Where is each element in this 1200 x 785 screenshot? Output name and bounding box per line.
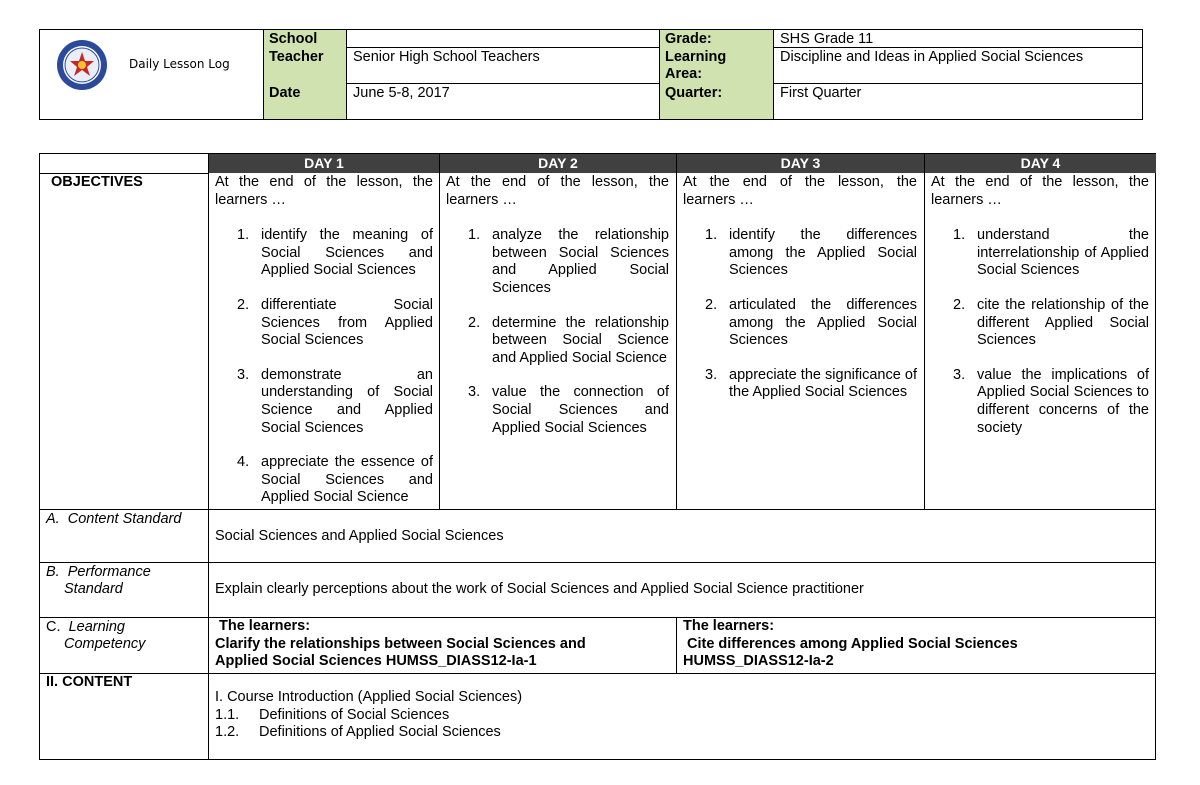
objective-text: identify the differences among the Applied Social Sciences (729, 227, 917, 279)
deped-seal-icon (56, 39, 108, 91)
objective-text: articulated the differences among the Applied Social Sciences (729, 296, 917, 349)
objective-number: 4. (237, 454, 250, 471)
objective-text: analyze the relationship between Social Sciences and Applied Social Sciences (492, 227, 669, 296)
performance-standard-label: B. Performance Standard (46, 564, 151, 597)
objective-text: cite the relationship of the different Applied Social Sciences (977, 296, 1149, 349)
day1-header: DAY 1 (209, 154, 439, 173)
objective-number: 3. (705, 366, 718, 383)
teacher-value: Senior High School Teachers (353, 49, 540, 65)
objective-text: understand the interrelationship of Applied Social Sciences (977, 227, 1149, 279)
objective-item (215, 454, 433, 507)
grade-label: Grade: (665, 31, 712, 47)
content-item-number: 1.2. (215, 724, 240, 741)
objective-text: appreciate the significance of the Applied Social Sciences (729, 366, 917, 401)
learning-competency-label: C. Learning Competency (46, 619, 146, 652)
quarter-label: Quarter: (665, 85, 723, 101)
objective-number: 1. (468, 227, 481, 244)
lesson-log-table (39, 153, 1156, 760)
quarter-value: First Quarter (780, 85, 862, 101)
day3-objectives: At the end of the lesson, the learners … 1. identify the differences among the Applied Social Sciences 2. articulated the differences among the Applied Social Sciences 3. appreciate the significance of the Applied Social Sciences (683, 174, 917, 401)
school-value (348, 30, 358, 32)
objective-item (215, 227, 433, 280)
objectives-label: OBJECTIVES (51, 174, 143, 190)
grade-value: SHS Grade 11 (780, 31, 874, 47)
objective-number: 2. (237, 296, 250, 313)
learning-area-label-line1: Learning (665, 49, 727, 65)
school-label: School (269, 31, 318, 47)
objective-number: 2. (953, 296, 966, 313)
day3-objective-list (683, 227, 917, 402)
objective-number: 2. (705, 296, 718, 313)
day2-objectives: At the end of the lesson, the learners … 1. analyze the relationship between Social Sciences and Applied Social Sciences 2. determine the relationship between Social Science and Applied Social Science 3. value the connection of Social Sciences and Applied Social Sciences (446, 174, 669, 436)
objective-item (446, 384, 669, 437)
objective-item (446, 227, 669, 297)
day4-objective-list (931, 227, 1149, 437)
objective-number: 1. (237, 227, 250, 244)
competency-left: The learners: Clarify the relationships between Social Sciences and Applied Social Sciences HUMSS_DIASS12-Ia-1 (215, 618, 586, 670)
teacher-label: Teacher (269, 49, 324, 65)
learning-area-label-line2: Area: (665, 66, 703, 82)
day2-objective-list (446, 227, 669, 437)
objective-text: identify the meaning of Social Sciences and Applied Social Sciences (261, 227, 433, 279)
day2-header: DAY 2 (440, 154, 676, 173)
objective-item (931, 367, 1149, 437)
objective-text: demonstrate an understanding of Social Science and Applied Social Sciences (261, 366, 433, 436)
content-standard-value: Social Sciences and Applied Social Sciences (215, 528, 504, 544)
content-item-number: 1.1. (215, 706, 240, 723)
objective-text: appreciate the essence of Social Sciences and Applied Social Science (261, 454, 433, 506)
header-logo-box (39, 29, 264, 120)
objective-item (683, 367, 917, 402)
objective-item (931, 297, 1149, 350)
objective-text: determine the relationship between Social Science and Applied Social Science (492, 314, 669, 366)
objective-item (683, 227, 917, 280)
objective-item (446, 315, 669, 368)
header-info-grid (263, 29, 1143, 120)
content-item-text: Definitions of Social Sciences (259, 706, 450, 723)
day4-header: DAY 4 (925, 154, 1156, 173)
objective-item (931, 227, 1149, 280)
objective-number: 1. (705, 227, 718, 244)
day4-objectives: At the end of the lesson, the learners … 1. understand the interrelationship of Applied Social Sciences 2. cite the relationship of the different Applied Social Sciences 3. value the implications of Applied Social Sciences to different concerns of the society (931, 174, 1149, 436)
objective-item (215, 297, 433, 350)
objective-item (683, 297, 917, 350)
date-label: Date (269, 85, 301, 101)
performance-standard-value: Explain clearly perceptions about the work of Social Sciences and Applied Social Science practitioner (215, 581, 864, 597)
day1-objective-list (215, 227, 433, 507)
objective-text: value the implications of Applied Social Sciences to different concerns of the society (977, 366, 1149, 436)
objective-text: value the connection of Social Sciences and Applied Social Sciences (492, 384, 669, 436)
objective-item (215, 367, 433, 437)
content-item (215, 707, 815, 725)
objective-number: 2. (468, 314, 481, 331)
day1-objectives: At the end of the lesson, the learners … 1. identify the meaning of Social Sciences and Applied Social Sciences 2. differentiate Social Sciences from Applied Social Sciences 3. demonstrate an understanding of Social Science and Applied Social Sciences 4. appreciate the essence of Social Sciences and Applied Social Science (215, 174, 433, 506)
objective-number: 3. (468, 384, 481, 401)
objective-number: 3. (237, 366, 250, 383)
objective-number: 3. (953, 366, 966, 383)
content-item-text: Definitions of Applied Social Sciences (259, 724, 501, 741)
content-value (215, 689, 815, 742)
content-standard-label: A. Content Standard (46, 511, 182, 527)
content-label: II. CONTENT (46, 674, 133, 690)
learning-area-value: Discipline and Ideas in Applied Social Sciences (780, 49, 1084, 65)
day3-header: DAY 3 (677, 154, 924, 173)
competency-right: The learners: Cite differences among Applied Social Sciences HUMSS_DIASS12-Ia-2 (683, 618, 1018, 670)
date-value: June 5-8, 2017 (353, 85, 450, 101)
daily-lesson-log-title: Daily Lesson Log (129, 57, 230, 71)
content-item (215, 724, 815, 742)
objective-text: differentiate Social Sciences from Applied Social Sciences (261, 296, 433, 349)
objective-number: 1. (953, 227, 966, 244)
course-introduction: I. Course Introduction (Applied Social Sciences) (215, 689, 523, 705)
